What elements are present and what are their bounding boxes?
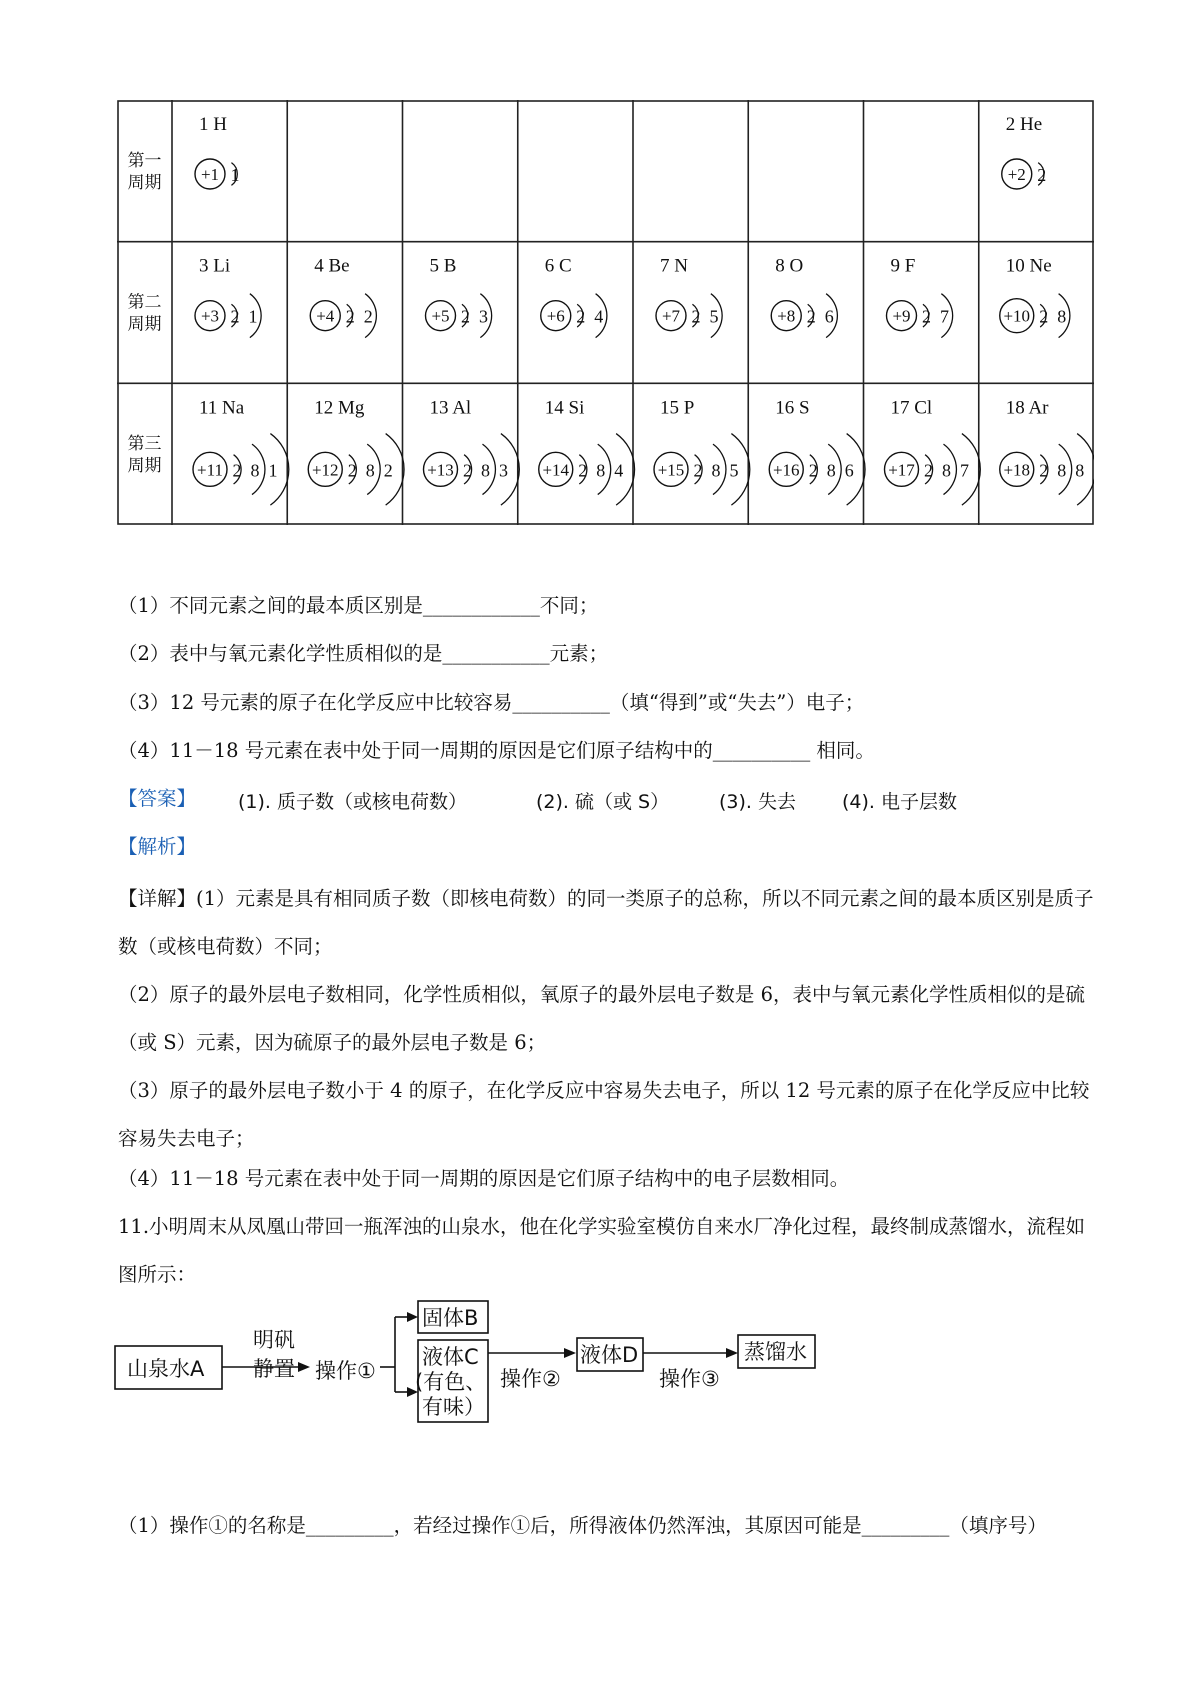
period-label-line-2: 周期 <box>127 172 162 193</box>
nucleus-charge: +16 <box>772 460 800 480</box>
element-cell <box>426 256 492 338</box>
shell-electron-count: 2 <box>576 306 586 327</box>
shell-electron-count: 4 <box>594 306 604 327</box>
shell-electron-count: 2 <box>693 460 703 481</box>
element-label: 12 Mg <box>314 397 365 419</box>
label-liquid-c-note-2: 有味） <box>422 1395 485 1419</box>
label-liquid-d: 液体D <box>580 1343 639 1367</box>
nucleus-charge: +14 <box>542 460 570 480</box>
detail-paragraph-3: （3）原子的最外层电子数小于 4 的原子，在化学反应中容易失去电子，所以 12 号元素的原子在化学反应中比较容易失去电子； <box>118 1079 1090 1150</box>
answer-item-1: (1). 质子数（或核电荷数） <box>238 791 467 813</box>
element-label: 4 Be <box>314 255 350 277</box>
detail-paragraph-4: （4）11－18 号元素在表中处于同一周期的原因是它们原子结构中的电子层数相同。 <box>118 1167 850 1190</box>
answer-item-3: (3). 失去 <box>719 791 796 813</box>
label-settle: 静置 <box>253 1357 295 1381</box>
shell-electron-count: 8 <box>365 460 375 481</box>
element-cell <box>887 256 953 338</box>
label-operation-3: 操作③ <box>659 1367 720 1391</box>
period-label-line-1: 第三 <box>127 434 162 455</box>
shell-electron-count: 8 <box>1057 460 1067 481</box>
element-label: 7 N <box>660 255 688 277</box>
shell-electron-count: 2 <box>232 460 242 481</box>
element-cell <box>1002 114 1047 189</box>
nucleus-charge: +11 <box>197 460 223 480</box>
element-label: 5 B <box>429 255 457 277</box>
atomic-structure-table <box>117 100 1094 525</box>
shell-electron-count: 1 <box>268 460 278 481</box>
shell-electron-count: 2 <box>922 306 931 327</box>
nucleus-charge: +9 <box>892 306 911 326</box>
element-label: 8 O <box>775 255 804 277</box>
element-cell <box>541 256 607 338</box>
arrow-3-head <box>726 1348 738 1358</box>
answer-item-2: (2). 硫（或 S） <box>536 791 670 813</box>
shell-electron-count: 8 <box>826 460 836 481</box>
nucleus-charge: +6 <box>546 306 565 326</box>
shell-electron-count: 6 <box>844 460 854 481</box>
element-label: 11 Na <box>199 397 245 419</box>
period-label <box>128 151 162 193</box>
shell-electron-count: 1 <box>230 165 240 185</box>
element-label: 2 He <box>1005 114 1043 135</box>
element-cell <box>1000 256 1070 338</box>
arrow-1-head <box>298 1362 310 1372</box>
purification-flow-diagram <box>110 1300 910 1450</box>
nucleus-charge: +17 <box>888 460 915 480</box>
shell-electron-count: 8 <box>250 460 260 481</box>
period-label-line-1: 第一 <box>127 150 162 171</box>
element-cell <box>424 397 520 505</box>
element-label: 14 Si <box>544 397 585 419</box>
label-solid-b: 固体B <box>422 1306 479 1330</box>
period-label <box>128 293 162 335</box>
nucleus-charge: +10 <box>1003 306 1031 326</box>
element-cell <box>771 256 837 338</box>
element-label: 17 Cl <box>890 397 933 419</box>
shell-electron-count: 8 <box>1075 460 1085 481</box>
element-label: 13 Al <box>429 397 472 419</box>
shell-electron-count: 2 <box>363 306 373 327</box>
shell-electron-count: 2 <box>691 306 701 327</box>
element-label: 10 Ne <box>1005 255 1052 277</box>
nucleus-charge: +2 <box>1007 165 1026 184</box>
element-label: 15 P <box>660 397 695 419</box>
label-distilled-water: 蒸馏水 <box>744 1340 807 1364</box>
shell-electron-count: 8 <box>942 460 951 481</box>
period-label-line-1: 第二 <box>127 292 162 313</box>
nucleus-charge: +12 <box>311 460 339 480</box>
label-liquid-c: 液体C <box>422 1345 479 1369</box>
element-cell <box>539 397 635 505</box>
period-label-line-2: 周期 <box>127 314 162 335</box>
element-cell <box>656 256 722 338</box>
shell-electron-count: 7 <box>940 306 949 327</box>
shell-electron-count: 5 <box>729 460 739 481</box>
period-label-line-2: 周期 <box>127 456 162 477</box>
element-cell <box>195 256 261 338</box>
shell-electron-count: 2 <box>1037 165 1047 185</box>
element-label: 3 Li <box>199 255 231 277</box>
element-label: 9 F <box>890 255 916 277</box>
nucleus-charge: +13 <box>427 460 454 480</box>
shell-electron-count: 2 <box>347 460 357 481</box>
nucleus-charge: +8 <box>777 306 796 326</box>
element-cell <box>193 397 289 505</box>
detail-paragraph-1: 【详解】(1）元素是具有相同质子数（即核电荷数）的同一类原子的总称，所以不同元素之间的最本质区别是质子数（或核电荷数）不同； <box>118 887 1094 958</box>
branch-top-head <box>407 1312 418 1322</box>
shell-electron-count: 4 <box>614 460 624 481</box>
shell-electron-count: 2 <box>808 460 818 481</box>
shell-electron-count: 2 <box>924 460 933 481</box>
element-cell <box>308 397 404 505</box>
question-11-intro: 11.小明周末从凤凰山带回一瓶浑浊的山泉水，他在化学实验室模仿自来水厂净化过程，最终制成蒸馏水，流程如图所示： <box>118 1215 1086 1286</box>
shell-electron-count: 3 <box>499 460 508 481</box>
question-11-sub-1: （1）操作①的名称是_________，若经过操作①后，所得液体仍然浑浊，其原因可能是_________（填序号） <box>118 1514 1047 1537</box>
label-liquid-c-note-1: (有色、 <box>415 1370 487 1394</box>
question-1: （1）不同元素之间的最本质区别是____________不同； <box>118 594 599 617</box>
detail-paragraph-2: （2）原子的最外层电子数相同，化学性质相似，氧原子的最外层电子数是 6，表中与氧元素化学性质相似的是硫（或 S）元素，因为硫原子的最外层电子数是 6； <box>118 983 1086 1054</box>
element-label: 1 H <box>199 114 227 135</box>
label-alum: 明矾 <box>253 1328 295 1352</box>
nucleus-charge: +15 <box>657 460 685 480</box>
nucleus-charge: +7 <box>661 306 681 326</box>
shell-electron-count: 2 <box>806 306 816 327</box>
shell-electron-count: 1 <box>248 306 258 327</box>
label-spring-water: 山泉水A <box>127 1357 205 1381</box>
answer-tag: 【答案】 <box>118 787 197 810</box>
shell-electron-count: 8 <box>596 460 606 481</box>
element-cell <box>1000 397 1094 505</box>
nucleus-charge: +18 <box>1003 460 1031 480</box>
shell-electron-count: 2 <box>463 460 472 481</box>
shell-electron-count: 8 <box>1057 306 1067 327</box>
shell-electron-count: 2 <box>1039 306 1049 327</box>
analysis-tag: 【解析】 <box>118 835 197 858</box>
shell-electron-count: 2 <box>1039 460 1049 481</box>
question-2: （2）表中与氧元素化学性质相似的是___________元素； <box>118 642 609 665</box>
shell-electron-count: 2 <box>345 306 355 327</box>
element-cell <box>195 114 240 189</box>
shell-electron-count: 6 <box>824 306 834 327</box>
shell-electron-count: 2 <box>461 306 470 327</box>
question-4: （4）11－18 号元素在表中处于同一周期的原因是它们原子结构中的__________ 相同。 <box>118 739 875 762</box>
shell-electron-count: 2 <box>578 460 588 481</box>
answer-item-4: (4). 电子层数 <box>842 791 957 813</box>
shell-electron-count: 7 <box>960 460 969 481</box>
nucleus-charge: +5 <box>431 306 450 326</box>
arrow-2-head <box>564 1348 576 1358</box>
shell-electron-count: 2 <box>383 460 393 481</box>
element-cell <box>654 397 750 505</box>
nucleus-charge: +3 <box>200 306 220 326</box>
element-label: 6 C <box>544 255 572 277</box>
period-label <box>128 434 162 476</box>
nucleus-charge: +1 <box>200 165 220 184</box>
shell-electron-count: 8 <box>711 460 721 481</box>
shell-electron-count: 8 <box>481 460 490 481</box>
element-cell <box>769 397 865 505</box>
element-cell <box>310 256 376 338</box>
question-3: （3）12 号元素的原子在化学反应中比较容易__________（填“得到”或“失去”）电子； <box>118 691 865 714</box>
shell-electron-count: 5 <box>709 306 719 327</box>
shell-electron-count: 3 <box>479 306 488 327</box>
shell-electron-count: 2 <box>230 306 240 327</box>
element-label: 16 S <box>775 397 810 419</box>
label-operation-1: 操作① <box>315 1359 376 1383</box>
element-label: 18 Ar <box>1005 397 1049 419</box>
nucleus-charge: +4 <box>316 306 335 326</box>
element-cell <box>885 397 981 505</box>
label-operation-2: 操作② <box>500 1367 561 1391</box>
